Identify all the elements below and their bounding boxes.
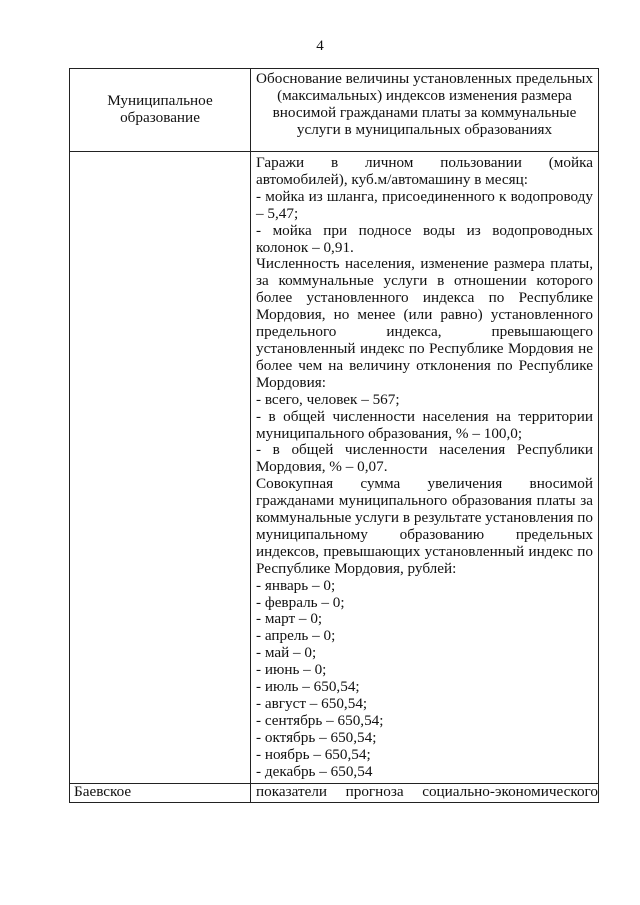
row2-municipality-cell: Баевское: [70, 783, 251, 802]
table-row: [70, 152, 599, 784]
month-item: - апрель – 0;: [256, 627, 336, 645]
table-header-row: [70, 69, 599, 152]
justification-table: [69, 68, 599, 803]
page-number: 4: [316, 38, 324, 54]
wash-carry-item: - мойка при подносе воды из водопроводных колонок – 0,91.: [256, 221, 593, 256]
pop-share-municipal-item: - в общей численности населения на территории муниципального образования, % – 100,0;: [256, 407, 593, 442]
wash-hose-item: - мойка из шланга, присоединенного к водопроводу – 5,47;: [256, 187, 593, 222]
month-item: - март – 0;: [256, 610, 323, 628]
month-item: - май – 0;: [256, 644, 317, 662]
total-increase-intro: Совокупная сумма увеличения вносимой гражданами муниципального образования платы за коммунальные услуги в результате установления по муниципальному образованию предельных индексов, превышающих установленный индекс по Республике Мордовия, рублей:: [256, 475, 593, 577]
month-item: - декабрь – 650,54: [256, 762, 373, 780]
table-row: [70, 783, 599, 802]
garages-intro: Гаражи в личном пользовании (мойка автомобилей), куб.м/автомашину в месяц:: [256, 154, 593, 188]
row2-justification-cell: показатели прогноза социально-экономического: [251, 783, 599, 802]
month-item: - июнь – 0;: [256, 661, 327, 679]
month-item: - февраль – 0;: [256, 593, 345, 611]
header-municipality: Муниципальное образование: [70, 69, 251, 152]
month-item: - январь – 0;: [256, 576, 336, 594]
row1-municipality-cell: [70, 152, 251, 784]
month-item: - сентябрь – 650,54;: [256, 711, 384, 729]
month-item: - июль – 650,54;: [256, 678, 360, 696]
row1-justification-cell: [251, 152, 599, 784]
month-item: - август – 650,54;: [256, 695, 368, 712]
month-item: - ноябрь – 650,54;: [256, 745, 371, 763]
header-justification: Обоснование величины установленных предельных (максимальных) индексов изменения размера вносимой гражданами платы за коммунальные услуги в муниципальных образованиях: [251, 69, 599, 152]
population-intro: Численность населения, изменение размера платы, за коммунальные услуги в отношении которого более установленного индекса по Республике Мордовия, но менее (или равно) установленного предельного индекса, превышающего установленный индекс по Республике Мордовия не более чем на величину отклонения по Республике Мордовия:: [256, 255, 593, 391]
month-item: - октябрь – 650,54;: [256, 728, 377, 746]
pop-total-item: - всего, человек – 567;: [256, 390, 400, 408]
pop-share-republic-item: - в общей численности населения Республики Мордовия, % – 0,07.: [256, 441, 593, 476]
